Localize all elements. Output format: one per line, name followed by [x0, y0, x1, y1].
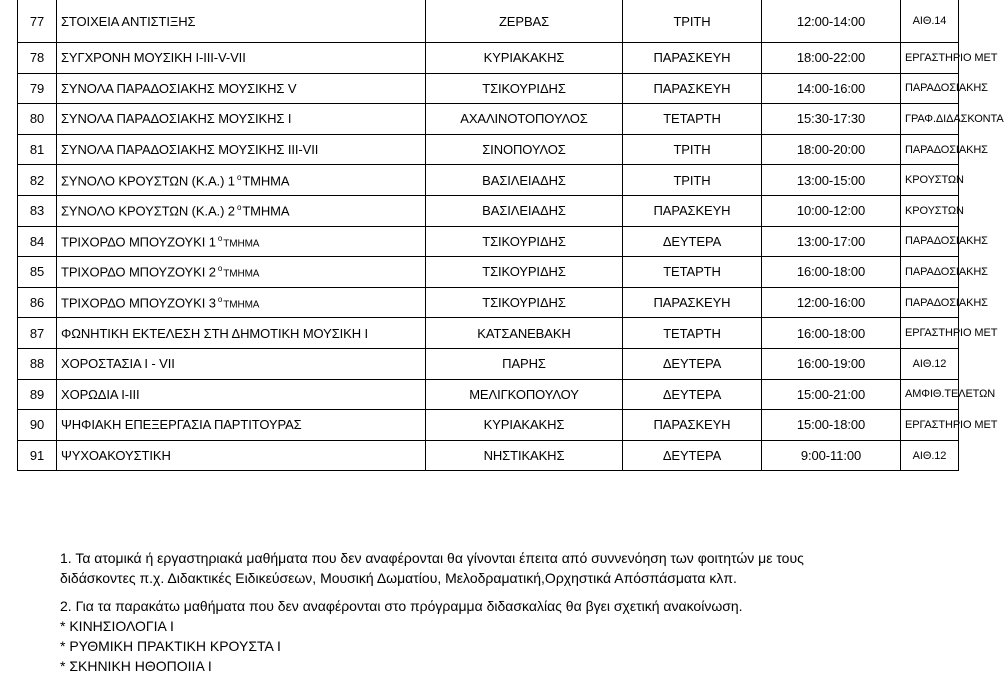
- course-name: [57, 379, 426, 410]
- course-title: ΧΟΡΩΔΙΑ I-III: [61, 386, 140, 402]
- course-title: ΤΡΙΧΟΡΔΟ ΜΠΟΥΖΟΥΚΙ 1: [61, 234, 216, 250]
- table-row: [18, 257, 959, 288]
- row-number: 84: [18, 226, 57, 257]
- teacher-name: ΖΕΡΒΑΣ: [426, 0, 623, 43]
- teacher-name: ΑΧΑΛΙΝΟΤΟΠΟΥΛΟΣ: [426, 104, 623, 135]
- day-of-week: ΤΕΤΑΡΤΗ: [623, 104, 762, 135]
- day-of-week: ΤΕΤΑΡΤΗ: [623, 257, 762, 288]
- time-slot: 12:00-14:00: [762, 0, 901, 43]
- table-row: [18, 318, 959, 349]
- course-name: [57, 43, 426, 74]
- teacher-name: ΜΕΛΙΓΚΟΠΟΥΛΟΥ: [426, 379, 623, 410]
- row-number: 88: [18, 348, 57, 379]
- day-of-week: ΔΕΥΤΕΡΑ: [623, 348, 762, 379]
- time-slot: 12:00-16:00: [762, 287, 901, 318]
- course-name: [57, 226, 426, 257]
- course-ordinal-sup: ο: [236, 172, 242, 182]
- day-of-week: ΤΡΙΤΗ: [623, 165, 762, 196]
- notes-section: [60, 548, 940, 676]
- day-of-week: ΠΑΡΑΣΚΕΥΗ: [623, 287, 762, 318]
- row-number: 81: [18, 134, 57, 165]
- course-ordinal-sup: ο: [217, 233, 223, 243]
- teacher-name: ΣΙΝΟΠΟΥΛΟΣ: [426, 134, 623, 165]
- table-row: [18, 379, 959, 410]
- note-2: 2. Για τα παρακάτω μαθήματα που δεν αναφέρονται στο πρόγραμμα διδασκαλίας θα βγει σχετική ανακοίνωση.: [60, 598, 743, 614]
- schedule-body: [18, 0, 1004, 471]
- row-number: 83: [18, 195, 57, 226]
- course-title: ΣΥΝΟΛΟ ΚΡΟΥΣΤΩΝ (Κ.Α.) 2: [61, 203, 235, 219]
- time-slot: 15:00-18:00: [762, 410, 901, 441]
- time-slot: 14:00-16:00: [762, 73, 901, 104]
- day-of-week: ΠΑΡΑΣΚΕΥΗ: [623, 43, 762, 74]
- time-slot: 13:00-15:00: [762, 165, 901, 196]
- time-slot: 18:00-20:00: [762, 134, 901, 165]
- course-name: [57, 410, 426, 441]
- room-name: ΑΙΘ.12: [901, 440, 959, 471]
- course-title: ΣΥΝΟΛΑ ΠΑΡΑΔΟΣΙΑΚΗΣ ΜΟΥΣΙΚΗΣ Ι: [61, 111, 292, 127]
- row-number: 86: [18, 287, 57, 318]
- row-number: 77: [18, 0, 57, 43]
- table-row: [18, 195, 959, 226]
- course-section-label: ΤΜΗΜΑ: [242, 203, 290, 219]
- time-slot: 16:00-18:00: [762, 318, 901, 349]
- row-number: 89: [18, 379, 57, 410]
- course-section-label: ΤΜΗΜΑ: [223, 238, 260, 250]
- teacher-name: ΤΣΙΚΟΥΡΙΔΗΣ: [426, 226, 623, 257]
- row-number: 90: [18, 410, 57, 441]
- teacher-name: ΤΣΙΚΟΥΡΙΔΗΣ: [426, 73, 623, 104]
- course-name: [57, 440, 426, 471]
- course-name: [57, 134, 426, 165]
- day-of-week: ΔΕΥΤΕΡΑ: [623, 226, 762, 257]
- time-slot: 16:00-18:00: [762, 257, 901, 288]
- note-item: * ΣΚΗΝΙΚΗ ΗΘΟΠΟΙΙΑ Ι: [60, 658, 212, 674]
- day-of-week: ΠΑΡΑΣΚΕΥΗ: [623, 195, 762, 226]
- teacher-name: ΤΣΙΚΟΥΡΙΔΗΣ: [426, 287, 623, 318]
- room-name: ΠΑΡΑΔΟΣΙΑΚΗΣ: [901, 287, 959, 318]
- table-row: [18, 73, 959, 104]
- course-ordinal-sup: ο: [217, 294, 223, 304]
- time-slot: 18:00-22:00: [762, 43, 901, 74]
- course-name: [57, 257, 426, 288]
- teacher-name: ΝΗΣΤΙΚΑΚΗΣ: [426, 440, 623, 471]
- course-title: ΧΟΡΟΣΤΑΣΙΑ Ι - VII: [61, 356, 175, 372]
- row-number: 82: [18, 165, 57, 196]
- table-row: [18, 104, 959, 135]
- row-number: 79: [18, 73, 57, 104]
- course-ordinal-sup: ο: [217, 264, 223, 274]
- table-row: [18, 165, 959, 196]
- teacher-name: ΚΥΡΙΑΚΑΚΗΣ: [426, 410, 623, 441]
- time-slot: 15:30-17:30: [762, 104, 901, 135]
- row-number: 87: [18, 318, 57, 349]
- table-row: [18, 348, 959, 379]
- note-1-line-2: διδάσκοντες π.χ. Διδακτικές Ειδικεύσεων, Μουσική Δωματίου, Μελοδραματική,Ορχηστικά Απόσπάσματα κλπ.: [60, 570, 737, 586]
- course-name: [57, 165, 426, 196]
- course-section-label: ΤΜΗΜΑ: [223, 268, 260, 280]
- course-name: [57, 287, 426, 318]
- time-slot: 13:00-17:00: [762, 226, 901, 257]
- course-name: [57, 0, 426, 43]
- room-name: ΠΑΡΑΔΟΣΙΑΚΗΣ: [901, 73, 959, 104]
- room-name: ΚΡΟΥΣΤΩΝ: [901, 195, 959, 226]
- course-name: [57, 195, 426, 226]
- table-row: [18, 134, 959, 165]
- day-of-week: ΤΕΤΑΡΤΗ: [623, 318, 762, 349]
- note-item: * ΡΥΘΜΙΚΗ ΠΡΑΚΤΙΚΗ ΚΡΟΥΣΤΑ Ι: [60, 638, 281, 654]
- course-title: ΤΡΙΧΟΡΔΟ ΜΠΟΥΖΟΥΚΙ 3: [61, 295, 216, 311]
- table-row: [18, 0, 959, 43]
- course-name: [57, 104, 426, 135]
- course-title: ΣΥΓΧΡΟΝΗ ΜΟΥΣΙΚΗ I-III-V-VII: [61, 50, 246, 66]
- course-name: [57, 348, 426, 379]
- course-title: ΣΥΝΟΛΑ ΠΑΡΑΔΟΣΙΑΚΗΣ ΜΟΥΣΙΚΗΣ III-VII: [61, 142, 319, 158]
- course-title: ΣΥΝΟΛΟ ΚΡΟΥΣΤΩΝ (Κ.Α.) 1: [61, 172, 235, 188]
- table-row: [18, 43, 959, 74]
- course-title: ΨΗΦΙΑΚΗ ΕΠΕΞΕΡΓΑΣΙΑ ΠΑΡΤΙΤΟΥΡΑΣ: [61, 417, 302, 433]
- day-of-week: ΠΑΡΑΣΚΕΥΗ: [623, 73, 762, 104]
- row-number: 91: [18, 440, 57, 471]
- course-section-label: ΤΜΗΜΑ: [223, 299, 260, 311]
- time-slot: 9:00-11:00: [762, 440, 901, 471]
- course-title: ΦΩΝΗΤΙΚΗ ΕΚΤΕΛΕΣΗ ΣΤΗ ΔΗΜΟΤΙΚΗ ΜΟΥΣΙΚΗ Ι: [61, 325, 369, 341]
- room-name: ΑΜΦΙΘ.ΤΕΛΕΤΩΝ: [901, 379, 959, 410]
- teacher-name: ΚΥΡΙΑΚΑΚΗΣ: [426, 43, 623, 74]
- day-of-week: ΤΡΙΤΗ: [623, 134, 762, 165]
- course-title: ΣΤΟΙΧΕΙΑ ΑΝΤΙΣΤΙΞΗΣ: [61, 13, 196, 29]
- teacher-name: ΤΣΙΚΟΥΡΙΔΗΣ: [426, 257, 623, 288]
- course-section-label: ΤΜΗΜΑ: [242, 172, 290, 188]
- teacher-name: ΒΑΣΙΛΕΙΑΔΗΣ: [426, 165, 623, 196]
- course-name: [57, 318, 426, 349]
- day-of-week: ΔΕΥΤΕΡΑ: [623, 440, 762, 471]
- room-name: ΑΙΘ.14: [901, 0, 959, 43]
- course-title: ΤΡΙΧΟΡΔΟ ΜΠΟΥΖΟΥΚΙ 2: [61, 264, 216, 280]
- note-1-line-1: 1. Τα ατομικά ή εργαστηριακά μαθήματα που δεν αναφέρονται θα γίνονται έπειτα από συννενόηση των φοιτητών με τους: [60, 550, 804, 566]
- time-slot: 16:00-19:00: [762, 348, 901, 379]
- room-name: ΕΡΓΑΣΤΗΡΙΟ ΜΕΤ: [901, 318, 959, 349]
- room-name: ΠΑΡΑΔΟΣΙΑΚΗΣ: [901, 134, 959, 165]
- room-name: ΕΡΓΑΣΤΗΡΙΟ ΜΕΤ: [901, 43, 959, 74]
- table-row: [18, 440, 959, 471]
- course-title: ΣΥΝΟΛΑ ΠΑΡΑΔΟΣΙΑΚΗΣ ΜΟΥΣΙΚΗΣ V: [61, 80, 297, 96]
- row-number: 85: [18, 257, 57, 288]
- teacher-name: ΚΑΤΣΑΝΕΒΑΚΗ: [426, 318, 623, 349]
- course-name: [57, 73, 426, 104]
- table-row: [18, 410, 959, 441]
- room-name: ΑΙΘ.12: [901, 348, 959, 379]
- table-row: [18, 287, 959, 318]
- room-name: ΠΑΡΑΔΟΣΙΑΚΗΣ: [901, 226, 959, 257]
- time-slot: 15:00-21:00: [762, 379, 901, 410]
- day-of-week: ΠΑΡΑΣΚΕΥΗ: [623, 410, 762, 441]
- note-item: * ΚΙΝΗΣΙΟΛΟΓΙΑ Ι: [60, 618, 174, 634]
- teacher-name: ΒΑΣΙΛΕΙΑΔΗΣ: [426, 195, 623, 226]
- room-name: ΠΑΡΑΔΟΣΙΑΚΗΣ: [901, 257, 959, 288]
- course-title: ΨΥΧΟΑΚΟΥΣΤΙΚΗ: [61, 448, 171, 464]
- schedule-table: [17, 0, 1004, 471]
- table-row: [18, 226, 959, 257]
- room-name: ΚΡΟΥΣΤΩΝ: [901, 165, 959, 196]
- room-name: ΓΡΑΦ.ΔΙΔΑΣΚΟΝΤΑ: [901, 104, 959, 135]
- day-of-week: ΔΕΥΤΕΡΑ: [623, 379, 762, 410]
- time-slot: 10:00-12:00: [762, 195, 901, 226]
- course-ordinal-sup: ο: [236, 203, 242, 213]
- teacher-name: ΠΑΡΗΣ: [426, 348, 623, 379]
- room-name: ΕΡΓΑΣΤΗΡΙΟ ΜΕΤ: [901, 410, 959, 441]
- row-number: 78: [18, 43, 57, 74]
- row-number: 80: [18, 104, 57, 135]
- day-of-week: ΤΡΙΤΗ: [623, 0, 762, 43]
